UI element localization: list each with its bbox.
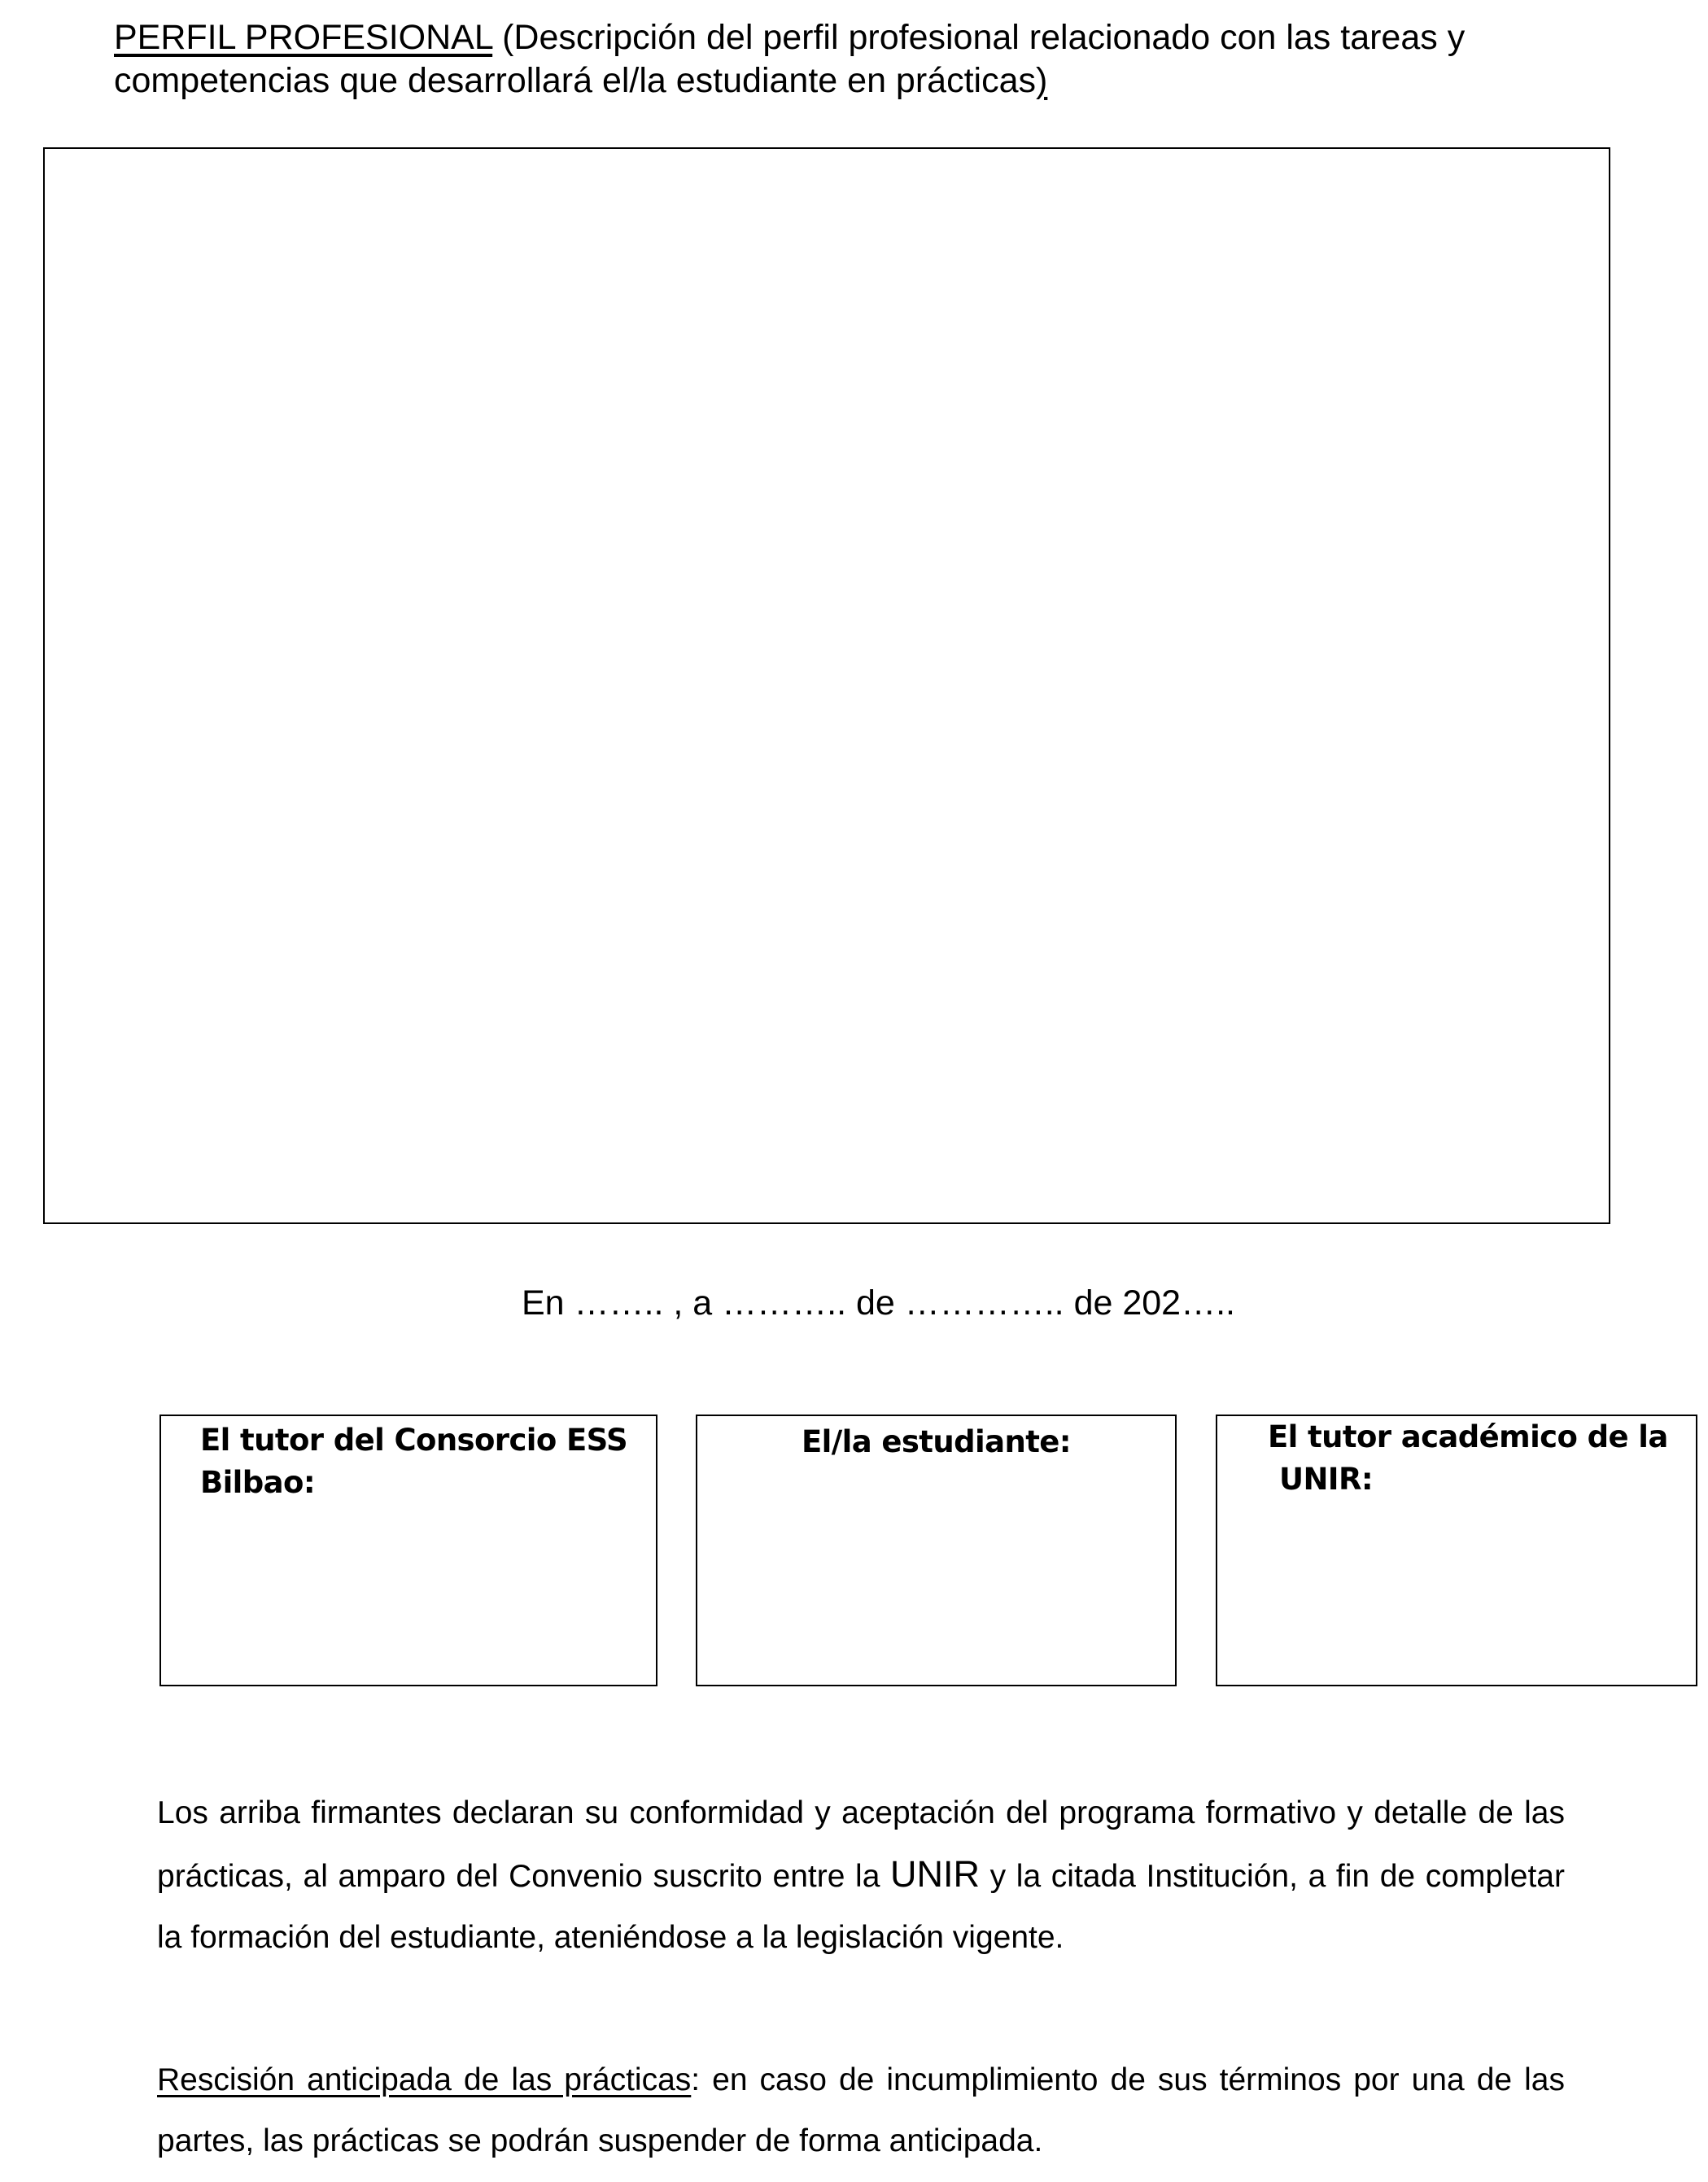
signature-label-academic-tutor <box>1268 1416 1691 1501</box>
profile-description: (Descripción del perfil profesional relacionado con las tareas y competencias que desarrollará el/la estudiante en prácticas <box>114 18 1466 100</box>
conformity-text-before: Los arriba firmantes declaran su conformidad y aceptación del programa formativo y detalle de las prácticas, al amparo del Convenio suscrito entre la <box>157 1795 1565 1894</box>
institution-name: UNIR <box>890 1853 981 1895</box>
rescission-text: : en caso de incumplimiento de sus términos por una de las partes, las prácticas se podrán suspender de forma anticipada. <box>157 2062 1565 2158</box>
signature-box-student[interactable] <box>696 1415 1177 1686</box>
profile-title: PERFIL PROFESIONAL <box>114 18 493 57</box>
rescission-title: Rescisión anticipada de las prácticas <box>157 2062 692 2097</box>
profile-description-box[interactable] <box>43 147 1610 1224</box>
signature-label-consorcio-tutor <box>200 1419 640 1504</box>
profile-heading <box>114 16 1595 103</box>
signature-box-consorcio-tutor[interactable] <box>159 1415 657 1686</box>
signature-label-line: El tutor académico de la <box>1268 1419 1668 1454</box>
signature-label-line: UNIR: <box>1279 1462 1374 1497</box>
place-date-line: En …….. , a ……….. de ………….. de 202….. <box>521 1283 1235 1323</box>
rescission-paragraph <box>157 2049 1565 2171</box>
signature-label-line: El tutor del Consorcio ESS <box>200 1423 628 1458</box>
signature-label-student: El/la estudiante: <box>801 1424 1071 1459</box>
profile-closing-paren: ) <box>1036 61 1048 100</box>
conformity-text-after: y la citada Institución, a fin de completar la formación del estudiante, ateniéndose a la legislación vigente. <box>157 1859 1565 1955</box>
signature-box-academic-tutor[interactable] <box>1216 1415 1697 1686</box>
conformity-paragraph <box>157 1782 1565 1968</box>
signature-label-line: Bilbao: <box>200 1465 316 1500</box>
